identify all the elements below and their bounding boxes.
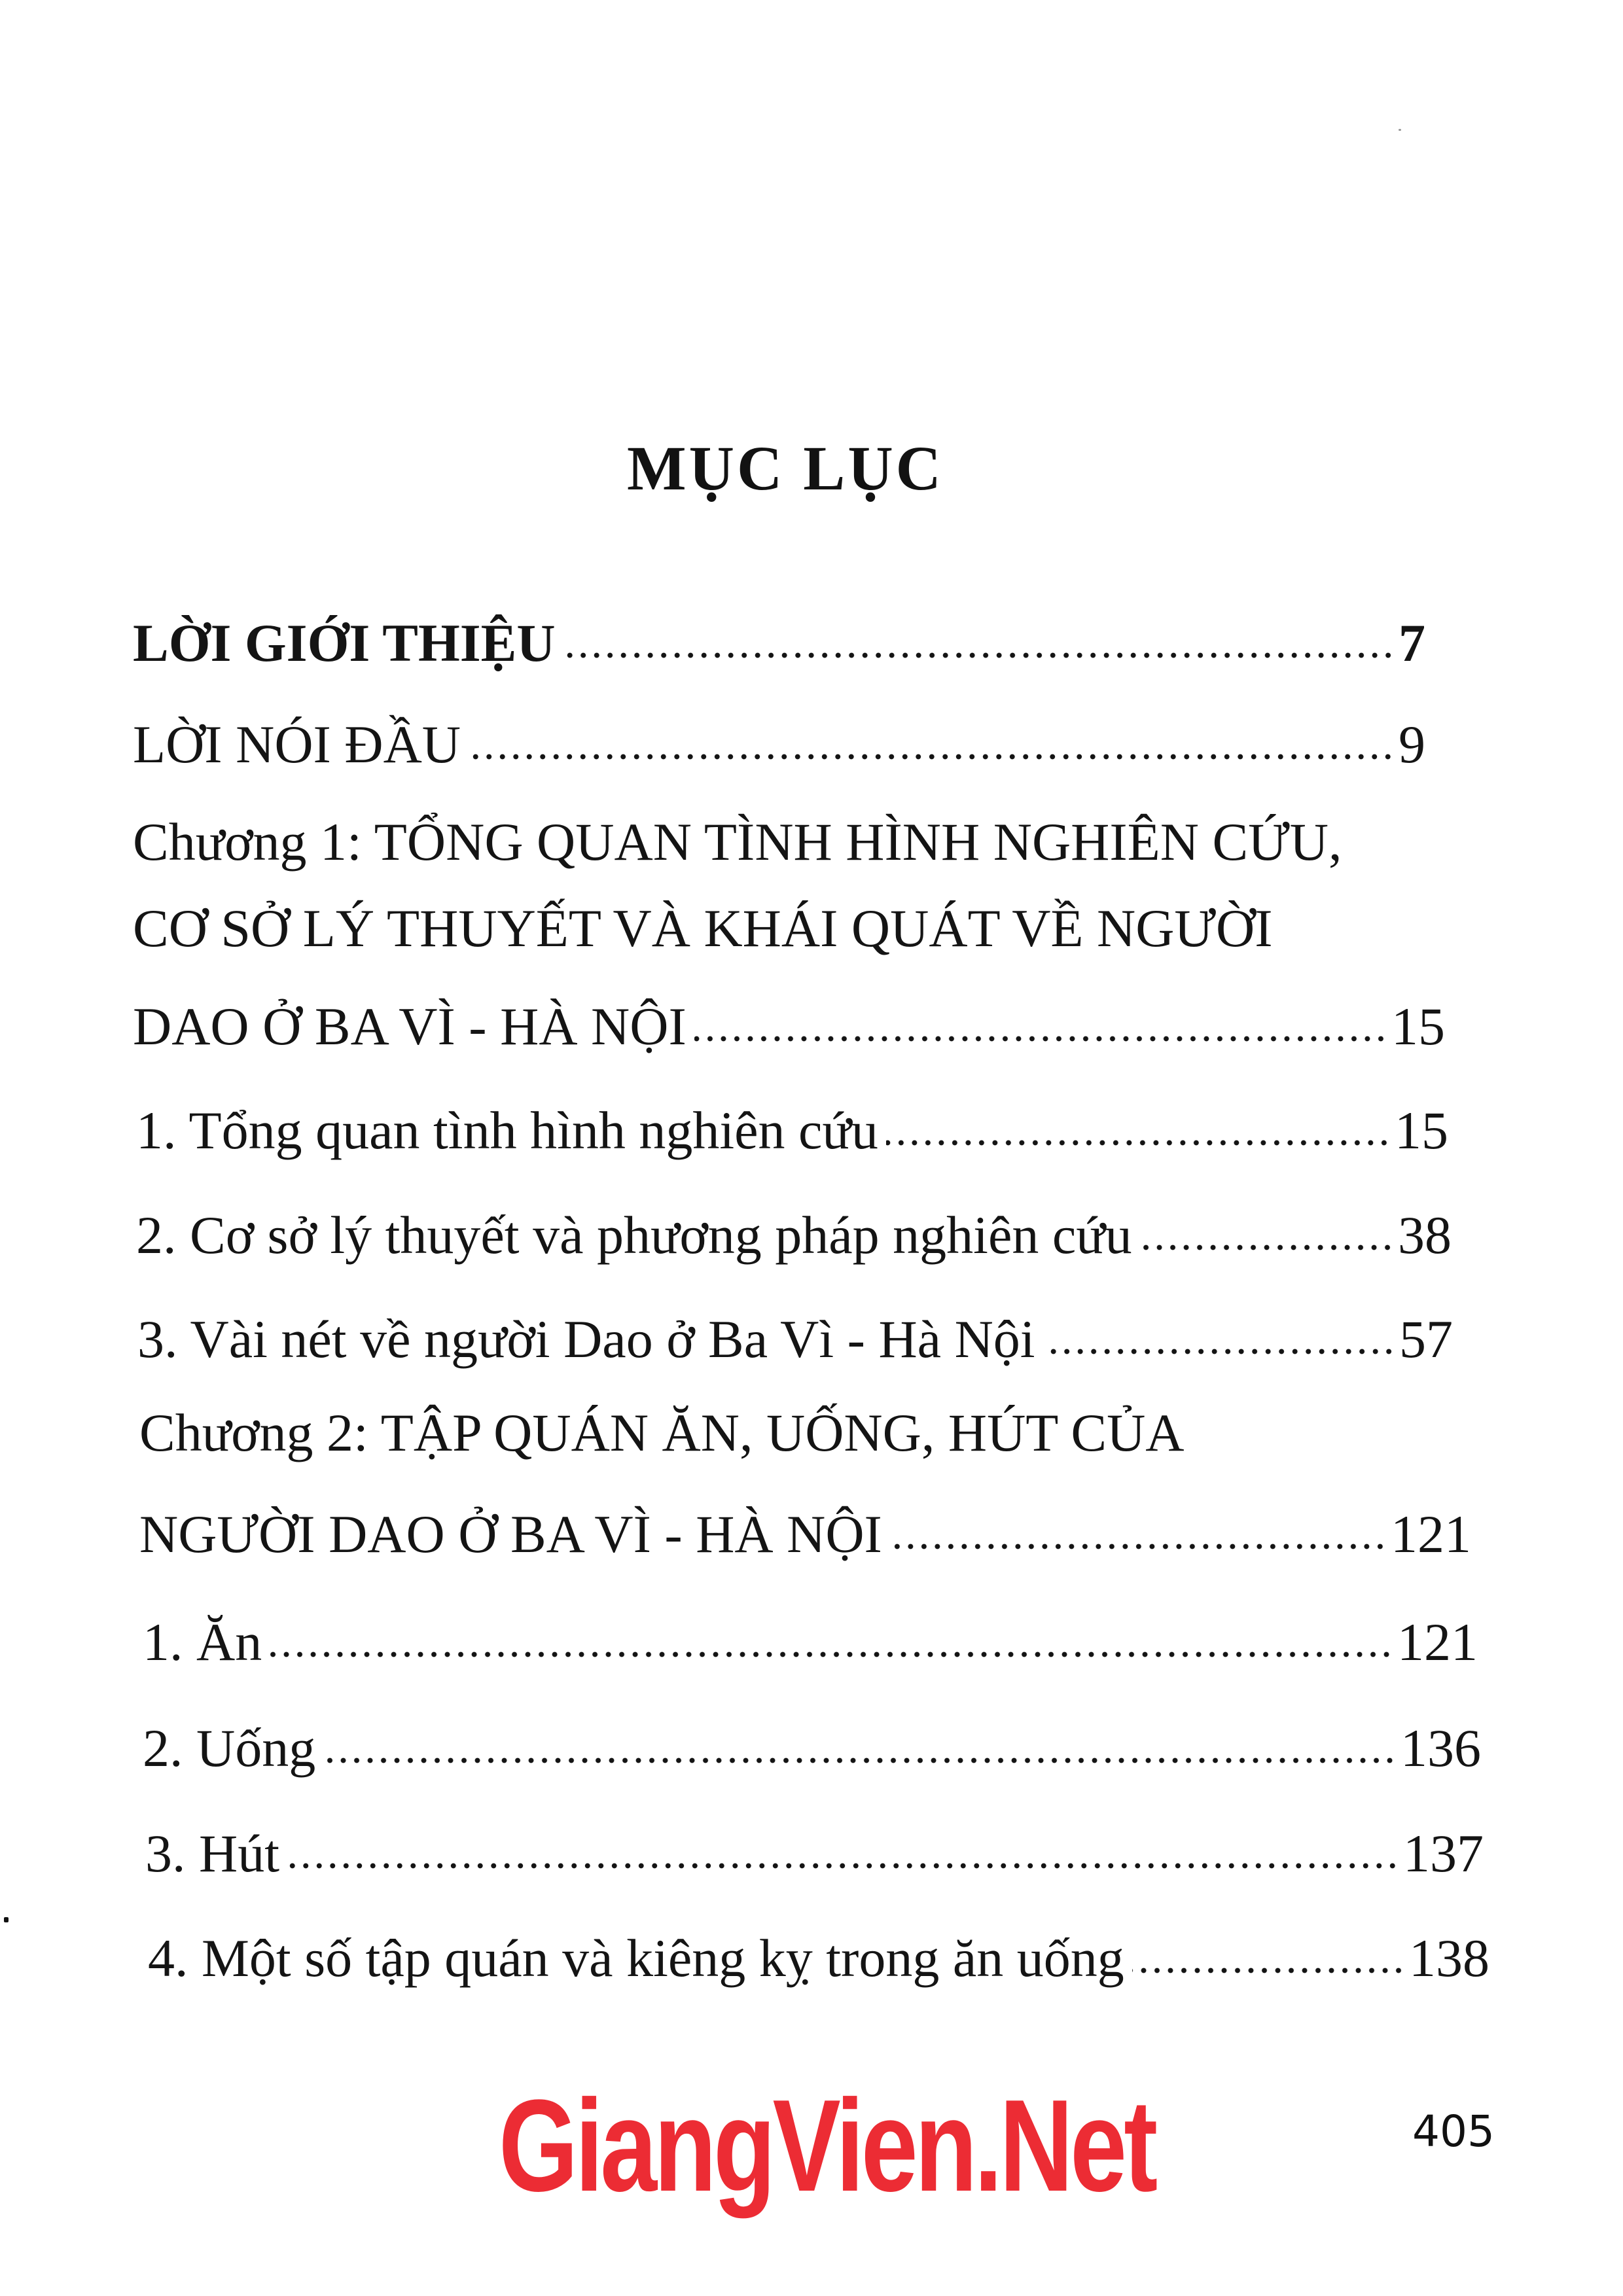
toc-entry-page: 38 — [1398, 1205, 1452, 1265]
toc-entry-page: 137 — [1403, 1824, 1484, 1883]
toc-entry-chapter-2-line-1 — [139, 1403, 1185, 1462]
dot-leader — [1132, 1922, 1405, 1976]
dot-leader — [563, 607, 1395, 661]
toc-entry-page: 15 — [1391, 997, 1445, 1056]
toc-entry-title: 3. Hút — [145, 1824, 279, 1883]
toc-entry-2-2 — [143, 1712, 1481, 1778]
toc-entry-1-3 — [137, 1303, 1453, 1369]
toc-entry-chapter-1-line-2 — [133, 898, 1273, 958]
dot-leader — [886, 1095, 1391, 1148]
toc-entry-page: 121 — [1391, 1504, 1471, 1564]
toc-entry-loi-gioi-thieu — [133, 607, 1425, 673]
page-number: 405 — [1412, 2106, 1495, 2157]
toc-entry-title: 1. Ăn — [143, 1612, 262, 1672]
dot-leader — [270, 1606, 1393, 1660]
dot-leader — [1140, 1199, 1394, 1253]
toc-entry-chapter-1-line-1 — [133, 812, 1342, 872]
toc-entry-title: 2. Uống — [143, 1718, 316, 1778]
dot-leader — [323, 1712, 1397, 1766]
toc-entry-title: 4. Một số tập quán và kiêng kỵ trong ăn uống — [148, 1928, 1124, 1988]
toc-entry-title: LỜI GIỚI THIỆU — [133, 613, 556, 673]
dot-leader — [287, 1818, 1399, 1871]
toc-entry-title: Chương 2: TẬP QUÁN ĂN, UỐNG, HÚT CỦA — [139, 1403, 1185, 1462]
toc-entry-page: 15 — [1395, 1101, 1448, 1160]
dot-leader — [890, 1498, 1387, 1552]
toc-entry-title: Chương 1: TỔNG QUAN TÌNH HÌNH NGHIÊN CỨU, — [133, 812, 1342, 872]
toc-entry-page: 57 — [1399, 1309, 1453, 1369]
toc-entry-page: 9 — [1399, 715, 1425, 774]
toc-entry-1-1 — [136, 1095, 1448, 1160]
toc-entry-2-1 — [143, 1606, 1478, 1672]
toc-entry-title: NGƯỜI DAO Ở BA VÌ - HÀ NỘI — [139, 1504, 882, 1564]
toc-entry-page: 121 — [1397, 1612, 1478, 1672]
toc-entry-title: 3. Vài nét về người Dao ở Ba Vì - Hà Nội — [137, 1309, 1035, 1369]
scan-speck — [4, 1917, 9, 1922]
page-title: MỤC LỤC — [627, 433, 944, 503]
toc-entry-title: 1. Tổng quan tình hình nghiên cứu — [136, 1101, 878, 1160]
toc-entry-title: 2. Cơ sở lý thuyết và phương pháp nghiên cứu — [136, 1205, 1132, 1265]
scan-speck — [1399, 129, 1401, 131]
toc-entry-title: DAO Ở BA VÌ - HÀ NỘI — [133, 997, 687, 1056]
toc-entry-2-4 — [148, 1922, 1489, 1988]
toc-entry-page: 136 — [1400, 1718, 1481, 1778]
watermark-logo: GiangVien.Net — [499, 2073, 1155, 2219]
dot-leader — [469, 709, 1395, 762]
toc-entry-title: LỜI NÓI ĐẦU — [133, 715, 461, 774]
toc-entry-title: CƠ SỞ LÝ THUYẾT VÀ KHÁI QUÁT VỀ NGƯỜI — [133, 898, 1273, 958]
toc-entry-page: 7 — [1399, 613, 1425, 673]
toc-entry-2-3 — [145, 1818, 1484, 1881]
dot-leader — [1043, 1303, 1395, 1357]
toc-entry-chapter-2 — [139, 1498, 1471, 1564]
dot-leader — [694, 991, 1387, 1044]
toc-entry-chapter-1 — [133, 991, 1445, 1056]
toc-entry-page: 138 — [1409, 1928, 1489, 1988]
toc-entry-1-2 — [136, 1199, 1452, 1265]
toc-entry-loi-noi-dau — [133, 709, 1425, 774]
